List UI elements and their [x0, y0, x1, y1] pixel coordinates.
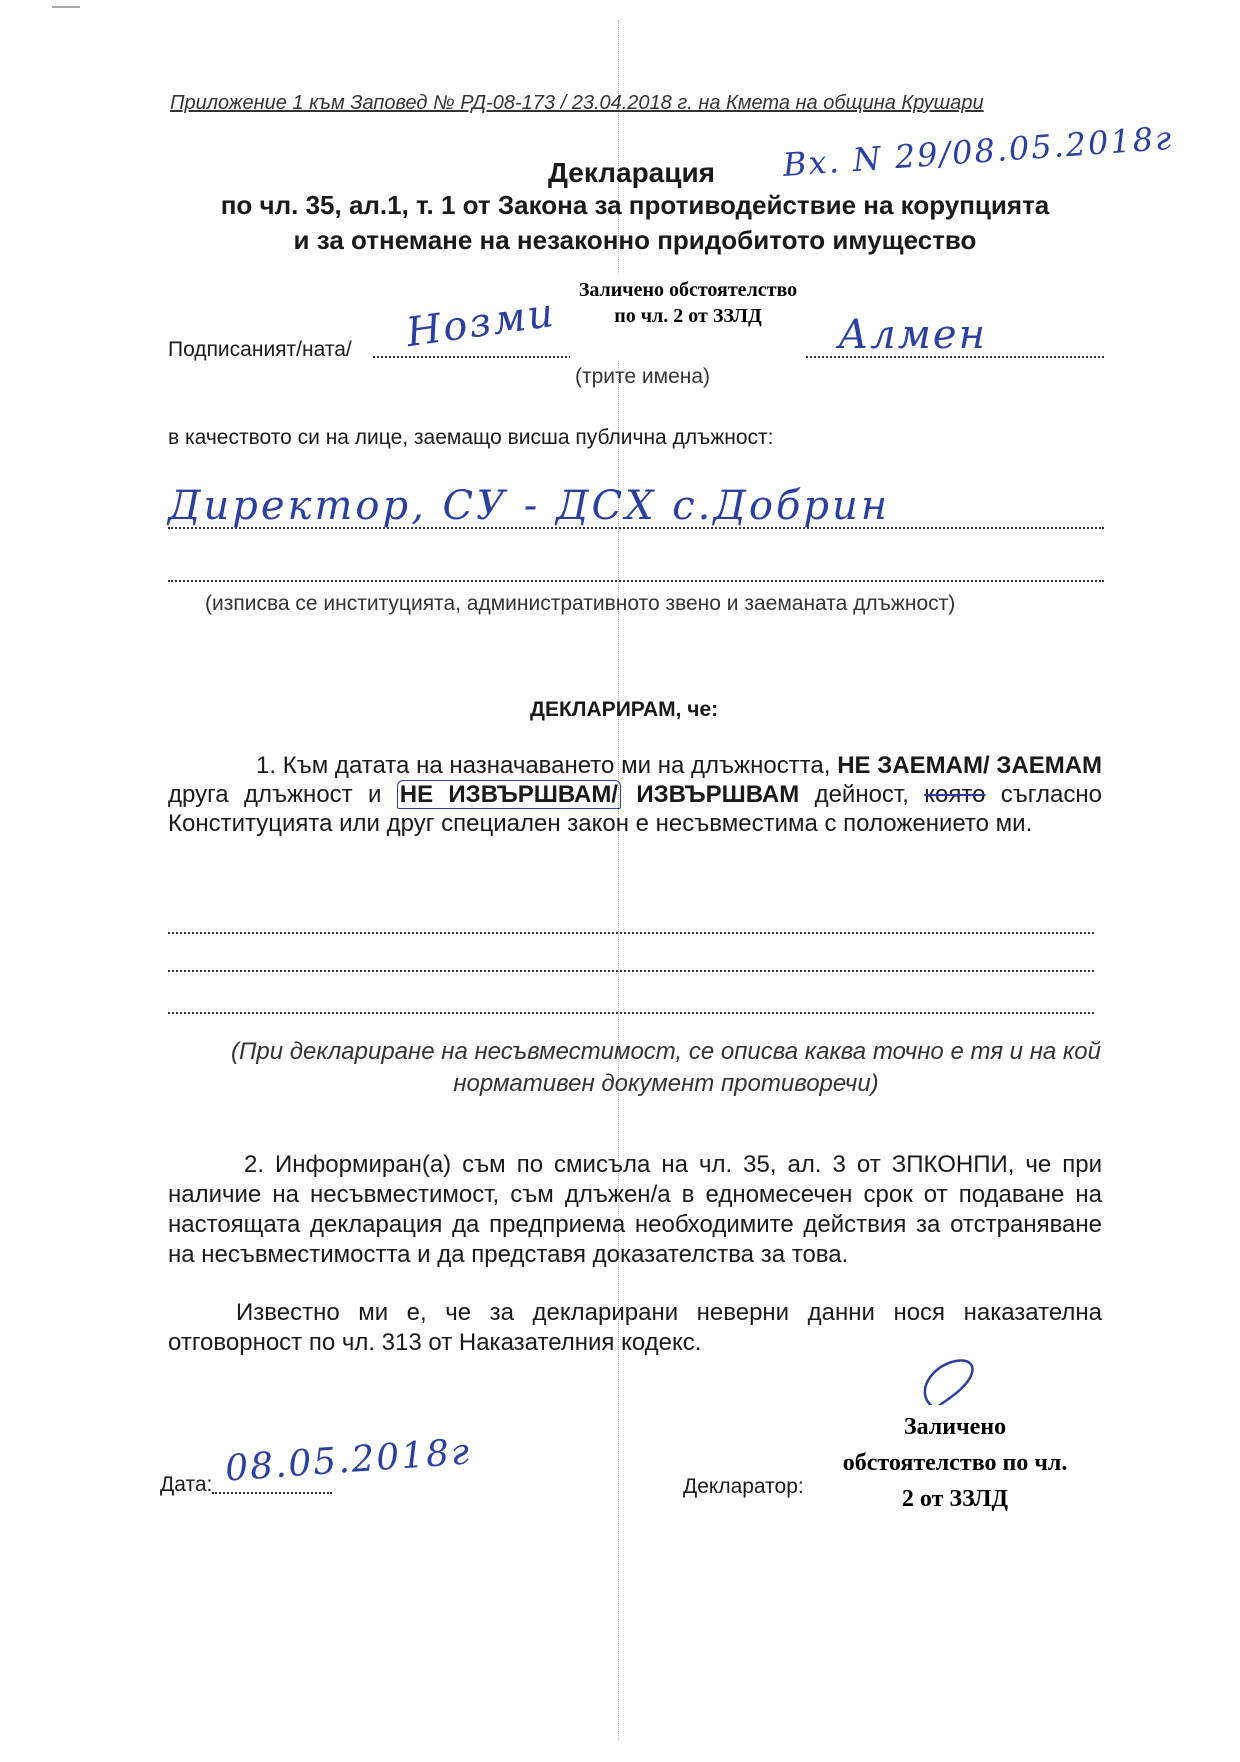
- redaction-signature-line-2: обстоятелство по чл.: [842, 1450, 1068, 1476]
- redaction-signature-line-1: Заличено: [903, 1414, 1007, 1440]
- paragraph-1: [168, 751, 1102, 838]
- redaction-name-box: [570, 275, 806, 361]
- declare-heading: ДЕКЛАРИРАМ, че:: [530, 698, 719, 721]
- incompatibility-dotted-line-3: [168, 1012, 1094, 1014]
- p1-not-perform: НЕ ИЗВЪРШВАМ/: [397, 780, 621, 809]
- date-dotted-line: [212, 1492, 332, 1494]
- handwritten-first-name: Нозми: [403, 289, 559, 357]
- handwritten-date: 08.05.2018г: [223, 1431, 473, 1490]
- annex-reference: Приложение 1 към Заповед № РД-08-173 / 23.04.2018 г. на Кмета на община Крушари: [170, 92, 984, 114]
- scan-mark: [52, 6, 80, 8]
- redaction-name-line-1: Заличено обстоятелство: [578, 279, 798, 301]
- redaction-signature-line-3: 2 от ЗЗЛД: [901, 1486, 1009, 1512]
- incompatibility-note: (При деклариране на несъвместимост, се описва каква точно е тя и на кой нормативен документ противоречи): [231, 1038, 1101, 1097]
- position-dotted-line-2: [168, 580, 1104, 582]
- date-label: Дата:: [160, 1473, 213, 1496]
- p1-perform: ИЗВЪРШВАМ: [636, 781, 800, 808]
- position-label: в качеството си на лице, заемащо висша публична длъжност:: [168, 426, 774, 449]
- title-line-2: по чл. 35, ал.1, т. 1 от Закона за противодействие на корупцията: [220, 190, 1050, 220]
- p1-activity: дейност,: [814, 781, 909, 808]
- p1-not-hold-hold: НЕ ЗАЕМАМ/ ЗАЕМАМ: [837, 752, 1103, 779]
- redaction-name-line-2: по чл. 2 от ЗЗЛД: [614, 305, 762, 327]
- handwritten-position: Директор, СУ - ДСХ с.Добрин: [168, 483, 891, 529]
- p1-part-h: съгласно Конституцията или друг специален закон е несъвместима с положението ми.: [168, 781, 1102, 837]
- position-caption: (изписва се институцията, административното звено и заеманата длъжност): [205, 592, 956, 615]
- incompatibility-dotted-line-1: [168, 932, 1094, 934]
- declarant-label: Декларатор:: [683, 1475, 804, 1498]
- document-title: Декларация: [548, 157, 716, 188]
- p1-part-c: друга длъжност и: [168, 781, 382, 808]
- incompatibility-dotted-line-2: [168, 970, 1094, 972]
- p1-part-a: 1. Към датата на назначаването ми на длъжността,: [256, 752, 831, 779]
- title-line-3: и за отнемане на незаконно придобитото имущество: [293, 225, 977, 255]
- signatory-label: Подписаният/ната/: [168, 338, 352, 361]
- incoming-number-stamp: Вх. N 29/08.05.2018г: [781, 118, 1175, 184]
- signatory-dotted-line: [373, 356, 571, 358]
- p1-which-struck: която: [924, 781, 986, 808]
- paragraph-2: 2. Информиран(а) съм по смисъла на чл. 35, ал. 3 от ЗПКОНПИ, че при наличие на несъвместимост, съм длъжен/а в едномесечен срок от подаване на настоящата декларация да предприема необходимите действия за отстраняване на несъвместимостта и да представя доказателства за това.: [168, 1151, 1102, 1268]
- handwritten-last-name: Алмен: [838, 312, 987, 358]
- redaction-signature-box: [830, 1405, 1080, 1533]
- full-name-caption: (трите имена): [575, 365, 711, 388]
- position-dotted-line-1: [168, 527, 1104, 529]
- paragraph-3: Известно ми е, че за декларирани неверни данни нося наказателна отговорност по чл. 313 от Наказателния кодекс.: [168, 1299, 1102, 1356]
